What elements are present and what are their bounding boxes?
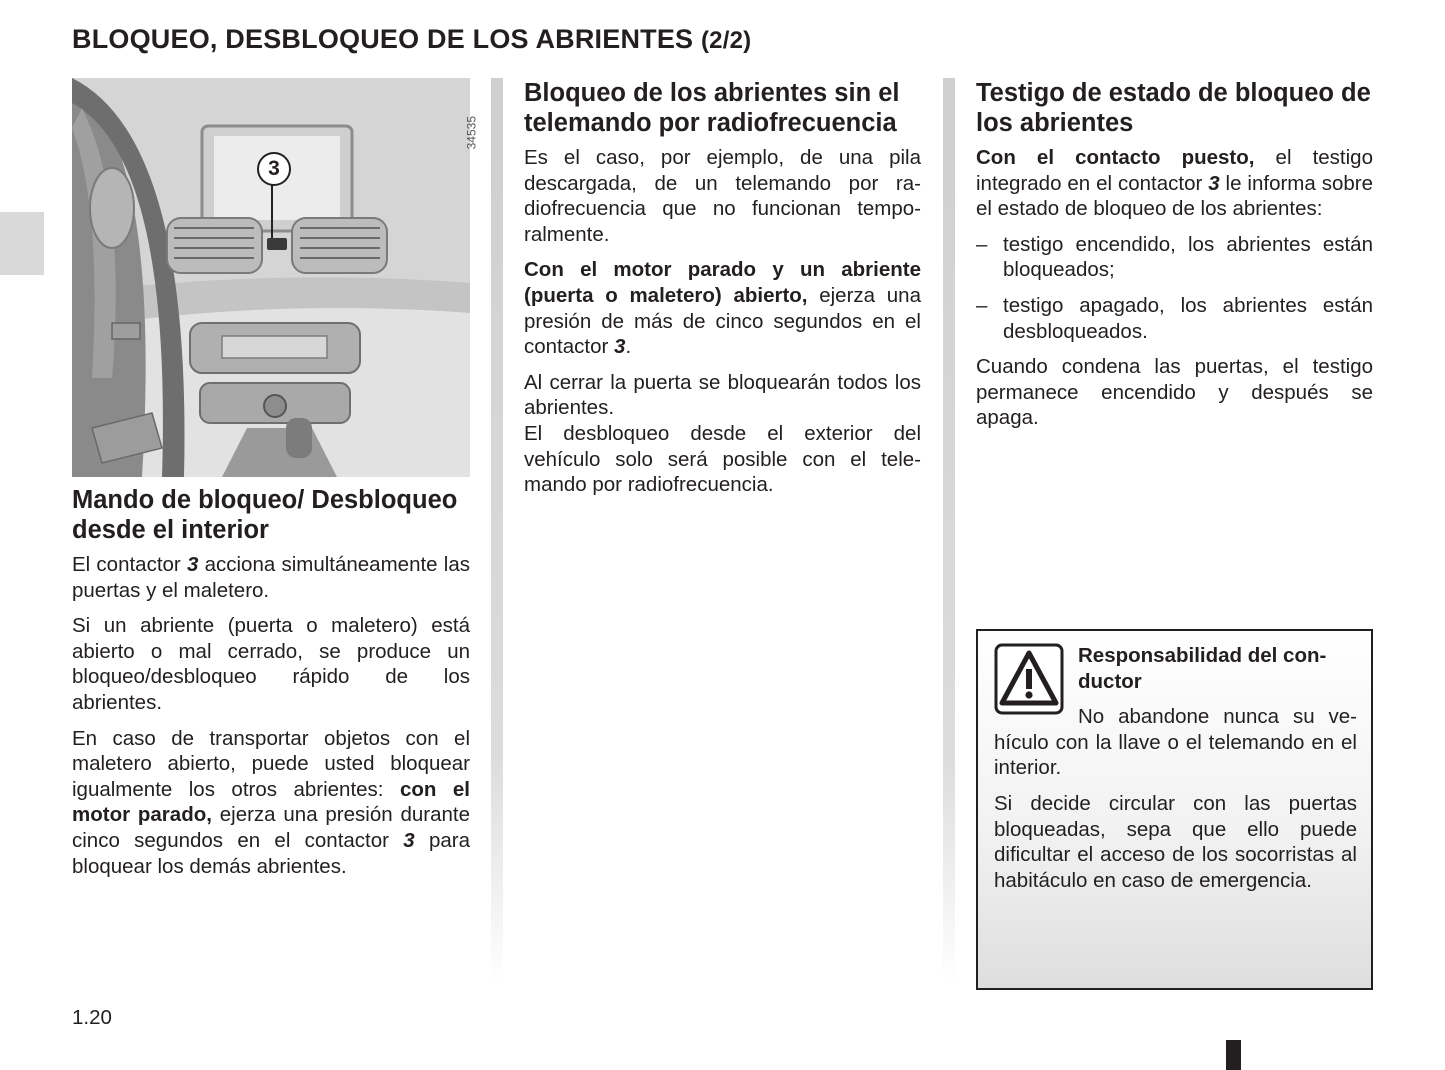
paragraph-engine-stopped <box>524 257 921 359</box>
warning-box <box>976 629 1373 990</box>
page-title <box>72 24 751 55</box>
heading-lock-status-indicator: Testigo de estado de bloqueo de los abrientes <box>976 79 1371 137</box>
figure-code: 34535 <box>464 116 478 150</box>
page-title-suffix: (2/2) <box>700 27 752 54</box>
column-middle <box>524 78 921 508</box>
paragraph-open-door: Si un abriente (puerta o maletero) está abierto o mal cerrado, se produce un bloqueo/desbloqueo rápido de los abrientes. <box>72 614 470 714</box>
indicator-state-list <box>976 232 1373 344</box>
paragraph-battery: Es el caso, por ejemplo, de una pila descargada, de un telemando por radiofrecuencia que no funcionan temporalmente. <box>524 146 921 246</box>
warning-paragraph-rescue: Si decide circular con las puertas bloqueadas, sepa que ello puede dificultar el acceso de los socorristas al habitáculo en caso de emergencia. <box>994 791 1357 892</box>
text-run: El contactor <box>72 553 187 576</box>
text-run: ejerza una presión durante cinco segundos en el contactor <box>72 803 470 852</box>
page-number: 1.20 <box>72 1006 112 1029</box>
heading-interior-lock: Mando de bloqueo/ Desbloqueo desde el interior <box>72 486 458 544</box>
ref-number: 3 <box>186 553 199 576</box>
column-divider-right <box>943 78 955 983</box>
warning-title: Responsabilidad del conductor <box>1078 644 1327 693</box>
column-right <box>976 78 1373 441</box>
paragraph-close-door: Al cerrar la puerta se bloquearán todos los abrientes. <box>524 370 921 420</box>
warning-triangle-icon <box>994 643 1064 715</box>
text-run: para bloquear los demás abrientes. <box>72 828 470 878</box>
corner-mark <box>1226 1040 1241 1070</box>
ref-number: 3 <box>403 828 415 852</box>
dashboard-drawing <box>72 78 470 477</box>
page-title-text: BLOQUEO, DESBLOQUEO DE LOS ABRIENTES <box>72 24 694 54</box>
paragraph-ignition-on <box>976 145 1373 222</box>
list-item: – testigo encendido, los abrientes están bloqueados; <box>976 232 1373 283</box>
text-run: le informa sobre el estado de bloqueo de los abrientes: <box>976 171 1373 221</box>
text-run: el testigo integrado en el contactor <box>976 146 1373 195</box>
dashboard-illustration <box>72 78 478 477</box>
text-run: . <box>625 335 632 359</box>
warning-paragraph-keys: No abandone nunca su vehículo con la llave o el telemando en el interior. <box>994 705 1357 780</box>
text-run: ejerza una presión de más de cinco segundos en el contactor <box>524 283 921 359</box>
column-left <box>72 78 478 889</box>
list-item: – testigo apagado, los abrientes están desbloqueados. <box>976 293 1373 344</box>
heading-lock-without-remote: Bloqueo de los abrientes sin el telemando por radiofrecuencia <box>524 79 900 137</box>
bold-run: Con el motor parado y un abriente (puerta o maletero) abierto, <box>524 258 921 307</box>
warning-content <box>994 643 1357 903</box>
paragraph-contactor <box>72 552 470 603</box>
text-run: En caso de transportar objetos con el maletero abierto, puede usted bloquear igualmente los otros abrientes: <box>72 726 470 801</box>
paragraph-condemn-doors: Cuando condena las puertas, el testigo permanece encendido y después se apaga. <box>976 355 1373 430</box>
paragraph-trunk-open <box>72 726 470 880</box>
ref-number: 3 <box>614 335 626 359</box>
bold-run: Con el contacto puesto, <box>976 146 1255 169</box>
ref-number: 3 <box>1208 171 1220 195</box>
paragraph-unlock-exterior: El desbloqueo desde el exterior del vehículo solo será posible con el telemando por radiofrecuencia. <box>524 421 921 497</box>
column-divider-left <box>491 78 503 983</box>
section-tab-marker <box>0 212 44 275</box>
text-run: acciona simultáneamente las puertas y el maletero. <box>72 553 470 602</box>
bold-run: con el motor parado, <box>72 777 470 827</box>
callout-number: 3 <box>257 152 291 186</box>
